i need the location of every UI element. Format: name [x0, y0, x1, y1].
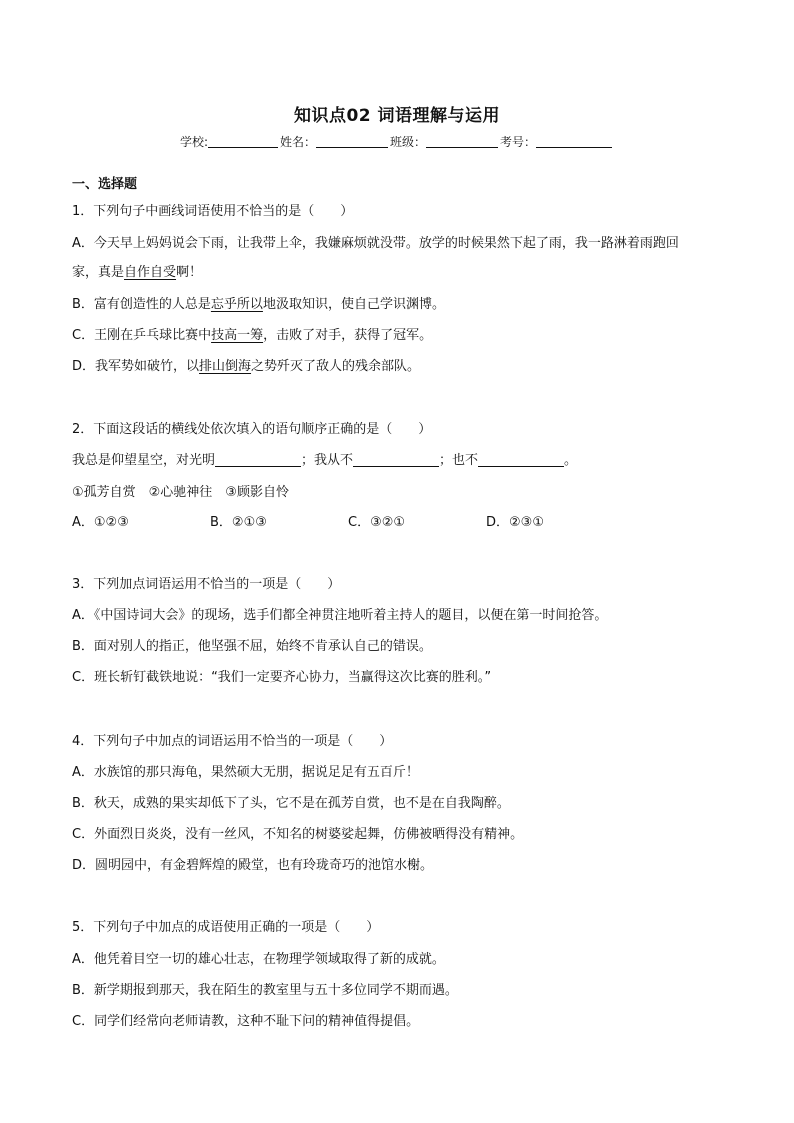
- page-title: 知识点02 词语理解与运用: [293, 106, 501, 126]
- q5-option-c: C．同学们经常向老师请教，这种不耻下问的精神值得提倡。: [72, 1014, 420, 1029]
- student-info-row: [0, 133, 794, 150]
- q2-phrase-list: ①孤芳自赏 ②心驰神往 ③顾影自怜: [72, 485, 289, 500]
- q2-stem: 2．下面这段话的横线处依次填入的语句顺序正确的是（ ）: [72, 422, 432, 437]
- q2-sentence-part4: 。: [564, 453, 578, 468]
- q2-sentence-part1: 我总是仰望星空，对光明: [72, 453, 216, 468]
- class-blank[interactable]: [426, 134, 498, 148]
- q1-d-text-post: 之势歼灭了敌人的残余部队。: [251, 359, 421, 374]
- q3-option-b: B．面对别人的指正，他坚强不屈，始终不肯承认自己的错误。: [72, 639, 432, 654]
- q1-option-a-line1: A．今天早上妈妈说会下雨，让我带上伞，我嫌麻烦就没带。放学的时候果然下起了雨，我一路淋着雨跑回: [72, 236, 679, 251]
- q4-stem: 4．下列句子中加点的词语运用不恰当的一项是（ ）: [72, 734, 393, 749]
- q1-a-underlined-word: 自作自受: [124, 265, 177, 280]
- q4-option-b: B．秋天，成熟的果实却低下了头，它不是在孤芳自赏，也不是在自我陶醉。: [72, 796, 510, 811]
- q2-blank-2[interactable]: [353, 452, 439, 467]
- q1-a-text-post: 啊！: [176, 265, 203, 280]
- q1-d-underlined-word: 排山倒海: [199, 359, 252, 374]
- class-label: 班级：: [390, 135, 427, 149]
- q3-option-a: A．《中国诗词大会》的现场，选手们都全神贯注地听着主持人的题目，以便在第一时间抢答。: [72, 608, 608, 623]
- q1-b-underlined-word: 忘乎所以: [210, 297, 263, 312]
- q1-option-c: [72, 327, 432, 345]
- q2-blank-1[interactable]: [215, 452, 301, 467]
- q1-option-a-line2: [72, 264, 202, 282]
- q4-option-d: D．圆明园中，有金碧辉煌的殿堂，也有玲珑奇巧的池馆水榭。: [72, 858, 434, 873]
- exam-no-blank[interactable]: [536, 134, 612, 148]
- q2-sentence-part2: ；我从不: [301, 453, 354, 468]
- q1-c-text-pre: C．王刚在乒乓球比赛中: [72, 328, 212, 343]
- q1-c-text-post: ，击败了对手，获得了冠军。: [263, 328, 433, 343]
- q1-option-d: [72, 358, 420, 376]
- q1-c-underlined-word: 技高一筹: [211, 328, 264, 343]
- name-label: 姓名：: [280, 135, 317, 149]
- q1-stem: 1．下列句子中画线词语使用不恰当的是（ ）: [72, 204, 354, 219]
- q5-option-b: B．新学期报到那天，我在陌生的教室里与五十多位同学不期而遇。: [72, 983, 458, 998]
- school-label: 学校:: [179, 135, 208, 149]
- q2-option-d: D．②③①: [486, 515, 544, 530]
- q1-b-text-pre: B．富有创造性的人总是: [72, 297, 211, 312]
- q5-option-a: A．他凭着目空一切的雄心壮志，在物理学领域取得了新的成就。: [72, 952, 445, 967]
- q2-option-b: B．②①③: [210, 515, 267, 530]
- school-blank[interactable]: [208, 134, 278, 148]
- q1-option-b: [72, 296, 445, 314]
- q3-stem: 3．下列加点词语运用不恰当的一项是（ ）: [72, 577, 341, 592]
- name-blank[interactable]: [316, 134, 388, 148]
- q4-option-c: C．外面烈日炎炎，没有一丝风，不知名的树婆娑起舞，仿佛被晒得没有精神。: [72, 827, 524, 842]
- q2-blank-3[interactable]: [478, 452, 564, 467]
- exam-no-label: 考号：: [500, 135, 537, 149]
- q2-option-a: A．①②③: [72, 515, 129, 530]
- section-heading: 一、选择题: [72, 177, 138, 192]
- q3-option-c: C．班长斩钉截铁地说：“我们一定要齐心协力，当赢得这次比赛的胜利。”: [72, 670, 492, 685]
- q1-b-text-post: 地汲取知识，使自己学识渊博。: [262, 297, 445, 312]
- q2-sentence-part3: ；也不: [439, 453, 479, 468]
- q1-d-text-pre: D．我军势如破竹，以: [72, 359, 200, 374]
- q2-option-c: C．③②①: [348, 515, 406, 530]
- q2-sentence: [72, 452, 577, 470]
- q4-option-a: A．水族馆的那只海龟，果然硕大无朋，据说足足有五百斤！: [72, 765, 419, 780]
- q1-a-text-pre: 家，真是: [72, 265, 125, 280]
- q5-stem: 5．下列句子中加点的成语使用正确的一项是（ ）: [72, 920, 380, 935]
- q2-options-row: [72, 514, 624, 532]
